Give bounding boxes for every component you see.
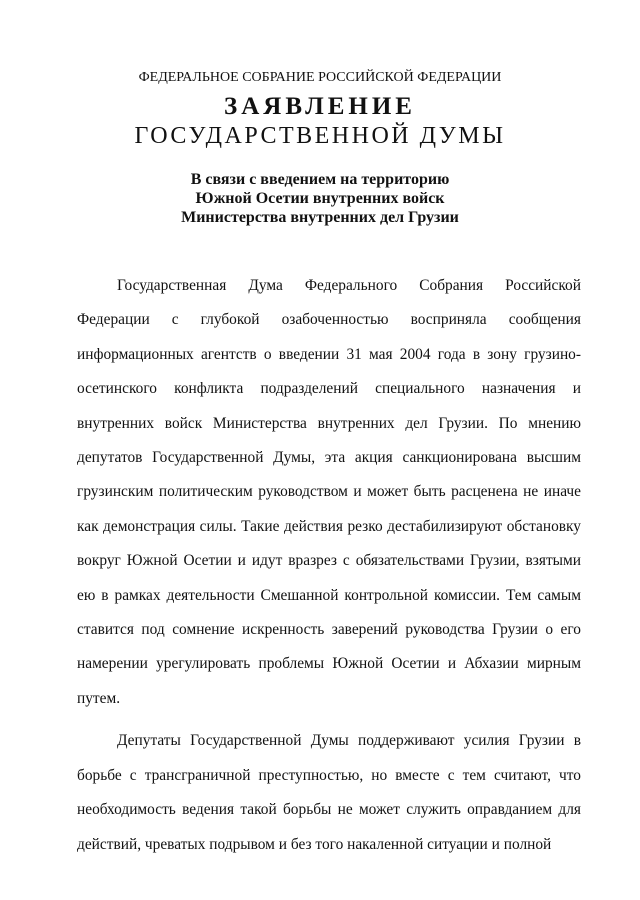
subject-line: В связи с введением на территорию — [190, 171, 450, 188]
subject-line: Министерства внутренних дел Грузии — [181, 209, 459, 226]
body-paragraph: Государственная Дума Федерального Собрания Российской Федерации с глубокой озабоченностью восприняла сообщения информационных агентств о введении 31 мая 2004 года в зону грузино-осетинского конфликта подразделений специального назначения и внутренних войск Министерства внутренних дел Грузии. По мнению депутатов Государственной Думы, эта акция санкционирована высшим грузинским политическим руководством и может быть расценена не иначе как демонстрация силы. Такие действия резко дестабилизируют обстановку вокруг Южной Осетии и идут вразрез с обязательствами Грузии, взятыми ею в рамках деятельности Смешанной контрольной комиссии. Тем самым ставится под сомнение искренность заверений руководства Грузии о его намерении урегулировать проблемы Южной Осетии и Абхазии мирным путем. — [77, 277, 581, 707]
statement-body — [77, 269, 581, 862]
document-title: ЗАЯВЛЕНИЕ — [224, 93, 416, 120]
body-paragraph: Депутаты Государственной Думы поддерживают усилия Грузии в борьбе с трансграничной преступностью, но вместе с тем считают, что необходимость ведения такой борьбы не может служить оправданием для действий, чреватых подрывом и без того накаленной ситуации и полной — [77, 732, 581, 853]
organization-heading: ФЕДЕРАЛЬНОЕ СОБРАНИЕ РОССИЙСКОЙ ФЕДЕРАЦИИ — [138, 70, 502, 85]
document-subtitle: ГОСУДАРСТВЕННОЙ ДУМЫ — [134, 123, 506, 149]
statement-subject — [0, 170, 640, 227]
subject-line: Южной Осетии внутренних войск — [195, 190, 445, 207]
